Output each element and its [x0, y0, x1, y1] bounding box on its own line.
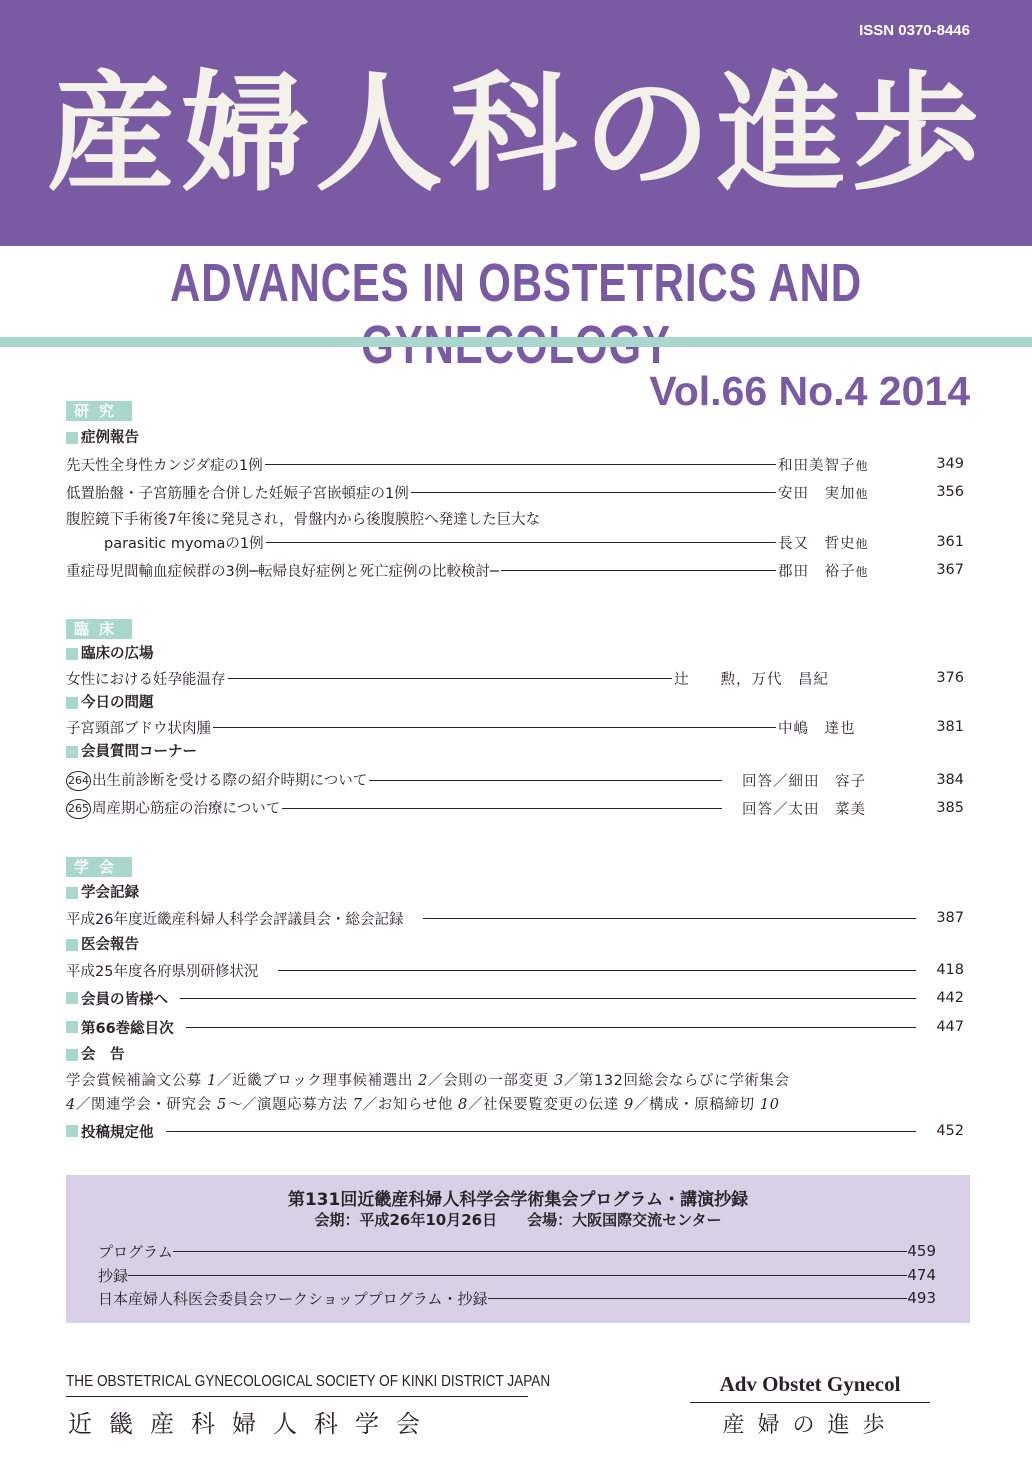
- toc-page: 442: [936, 990, 964, 1006]
- toc-row[interactable]: [66, 769, 964, 791]
- toc-title: 平成25年度各府県別研修状況: [66, 963, 259, 980]
- toc-page: 349: [936, 456, 964, 472]
- toc-title: 子宮頸部ブドウ状肉腫: [66, 720, 211, 737]
- notice-line-2[interactable]: 4／関連学会・研究会 5〜／演題応募方法 7／お知らせ他 8／社保要覧変更の伝達 9／構成・原稿締切 10: [66, 1097, 780, 1113]
- notice-line-1[interactable]: 学会賞候補論文公募 1／近畿ブロック理事候補選出 2／会則の一部変更 3／第132回総会ならびに学術集会: [66, 1073, 790, 1089]
- toc-author: 和田美智子他: [778, 457, 869, 474]
- bullet-square-icon: [66, 746, 78, 758]
- cover-header: [0, 0, 1032, 246]
- leader-line: [228, 678, 673, 679]
- toc-row[interactable]: [66, 1120, 964, 1142]
- toc-author: 回答／細田 容子: [742, 773, 866, 790]
- toc-row[interactable]: [66, 559, 964, 581]
- divider-band: [0, 337, 1032, 347]
- program-box: [66, 1175, 970, 1323]
- toc-row[interactable]: [66, 797, 964, 819]
- program-page: 474: [907, 1266, 936, 1284]
- toc-page: 356: [936, 484, 964, 500]
- leader-line: [186, 1027, 916, 1028]
- bullet-square-icon: [66, 1021, 78, 1033]
- toc-title: 重症母児間輸血症候群の3例─転帰良好症例と死亡症例の比較検討─: [66, 563, 499, 580]
- leader-line: [213, 727, 776, 728]
- subsection-label: 学会記録: [81, 885, 139, 901]
- leader-line: [266, 542, 776, 543]
- leader-line: [265, 464, 776, 465]
- toc-author: 安田 実加他: [778, 485, 869, 502]
- society-name-ja: 近畿産科婦人科学会: [68, 1410, 437, 1438]
- subsection-label: 会員質問コーナー: [81, 744, 197, 760]
- toc-author: 中嶋 達也: [778, 720, 856, 737]
- toc-title: 女性における妊孕能温存: [66, 671, 226, 688]
- footer-rule: [690, 1402, 930, 1403]
- leader-line: [180, 998, 916, 999]
- section-label-gakkai: 学会: [66, 857, 132, 877]
- program-subheading: 会期：平成26年10月26日 会場：大阪国際交流センター: [314, 1211, 722, 1229]
- toc-page: 447: [936, 1019, 964, 1035]
- toc-title: 265 周産期心筋症の治療について: [68, 801, 281, 817]
- leader-line: [423, 918, 916, 919]
- program-heading: 第131回近畿産科婦人科学会学術集会プログラム・講演抄録: [287, 1190, 749, 1210]
- subsection-mondai: [66, 693, 154, 713]
- question-number: 264: [66, 771, 91, 791]
- program-title: プログラム: [98, 1242, 173, 1261]
- bullet-square-icon: [66, 992, 78, 1004]
- journal-abbrev-ja: 産婦の進歩: [722, 1413, 898, 1438]
- leader-line: [501, 570, 776, 571]
- toc-author: 郡田 裕子他: [778, 563, 869, 580]
- toc-title: 先天性全身性カンジダ症の1例: [66, 457, 263, 474]
- program-title: 日本産婦人科医会委員会ワークショッププログラム・抄録: [98, 1289, 488, 1308]
- toc-title: 投稿規定他: [66, 1121, 154, 1142]
- toc-page: 387: [936, 910, 964, 926]
- society-name-en: THE OBSTETRICAL GYNECOLOGICAL SOCIETY OF KINKI DISTRICT JAPAN: [66, 1373, 551, 1390]
- toc-row[interactable]: [66, 716, 964, 738]
- journal-title-en: ADVANCES IN OBSTETRICS AND: [170, 253, 862, 313]
- toc-page: 376: [936, 670, 964, 686]
- leader-line: [282, 808, 722, 809]
- bullet-square-icon: [66, 432, 78, 444]
- toc-page: 452: [936, 1123, 964, 1139]
- toc-title: parasitic myomaの1例: [104, 535, 264, 552]
- subsection-qa: [66, 742, 197, 762]
- issn: ISSN 0370-8446: [859, 22, 970, 39]
- toc-title: 低置胎盤・子宮筋腫を合併した妊娠子宮嵌頓症の1例: [66, 485, 409, 502]
- toc-title-line1[interactable]: 腹腔鏡下手術後7年後に発見され，骨盤内から後腹膜腔へ発達した巨大な: [66, 512, 541, 528]
- bullet-square-icon: [66, 1125, 78, 1137]
- toc-row[interactable]: [66, 453, 964, 475]
- subsection-kiroku: [66, 883, 139, 903]
- toc-title: 第66巻総目次: [66, 1017, 174, 1038]
- subsection-case-report: [66, 428, 139, 448]
- toc-row[interactable]: [66, 481, 964, 503]
- bullet-square-icon: [66, 648, 78, 660]
- bullet-square-icon: [66, 939, 78, 951]
- toc-title: 平成26年度近畿産科婦人科学会評議員会・総会記録: [66, 911, 404, 928]
- section-label-kenkyu: 研究: [66, 401, 132, 421]
- toc-title: 会員の皆様へ: [66, 988, 168, 1009]
- leader-line: [128, 1275, 907, 1276]
- toc-page: 384: [936, 772, 964, 788]
- leader-line: [278, 970, 916, 971]
- volume-issue: Vol.66 No.4 2014: [649, 368, 970, 414]
- toc-title: 264 出生前診断を受ける際の紹介時期について: [68, 773, 368, 789]
- bullet-square-icon: [66, 697, 78, 709]
- subsection-kokoku: [66, 1045, 125, 1065]
- leader-line: [369, 780, 722, 781]
- toc-row[interactable]: [66, 987, 964, 1009]
- toc-author: 長又 哲史他: [778, 535, 869, 552]
- toc-row[interactable]: [66, 531, 964, 553]
- toc-page: 361: [936, 534, 964, 550]
- question-number: 265: [66, 799, 91, 819]
- subsection-label: 症例報告: [81, 430, 139, 446]
- toc-author: 回答／太田 菜美: [742, 801, 866, 818]
- toc-row[interactable]: [66, 1016, 964, 1038]
- toc-row[interactable]: [66, 959, 964, 981]
- subsection-label: 今日の問題: [81, 695, 154, 711]
- program-page: 493: [907, 1289, 936, 1307]
- journal-abbrev-en: Adv Obstet Gynecol: [719, 1372, 901, 1396]
- subsection-ikai: [66, 935, 139, 955]
- program-page: 459: [907, 1242, 936, 1260]
- program-row[interactable]: [98, 1265, 936, 1285]
- toc-page: 418: [936, 962, 964, 978]
- subsection-hiroba: [66, 644, 154, 664]
- bullet-square-icon: [66, 887, 78, 899]
- program-row[interactable]: [98, 1241, 936, 1261]
- toc-page: 381: [936, 719, 964, 735]
- subsection-label: 臨床の広場: [81, 646, 154, 662]
- subsection-label: 会 告: [81, 1047, 125, 1063]
- leader-line: [166, 1131, 917, 1132]
- toc-page: 385: [936, 800, 964, 816]
- toc-row[interactable]: [66, 667, 964, 689]
- leader-line: [488, 1298, 908, 1299]
- bullet-square-icon: [66, 1049, 78, 1061]
- footer-rule: [66, 1396, 528, 1397]
- leader-line: [411, 492, 776, 493]
- toc-row[interactable]: [66, 907, 964, 929]
- toc-page: 367: [936, 562, 964, 578]
- toc-author: 辻 勲，万代 昌紀: [674, 671, 829, 688]
- section-label-rinsho: 臨床: [66, 619, 132, 639]
- program-title: 抄録: [98, 1266, 129, 1285]
- program-row[interactable]: [98, 1288, 936, 1308]
- journal-title-ja: 産婦人科の進歩: [46, 59, 985, 209]
- subsection-label: 医会報告: [81, 937, 139, 953]
- leader-line: [173, 1251, 908, 1252]
